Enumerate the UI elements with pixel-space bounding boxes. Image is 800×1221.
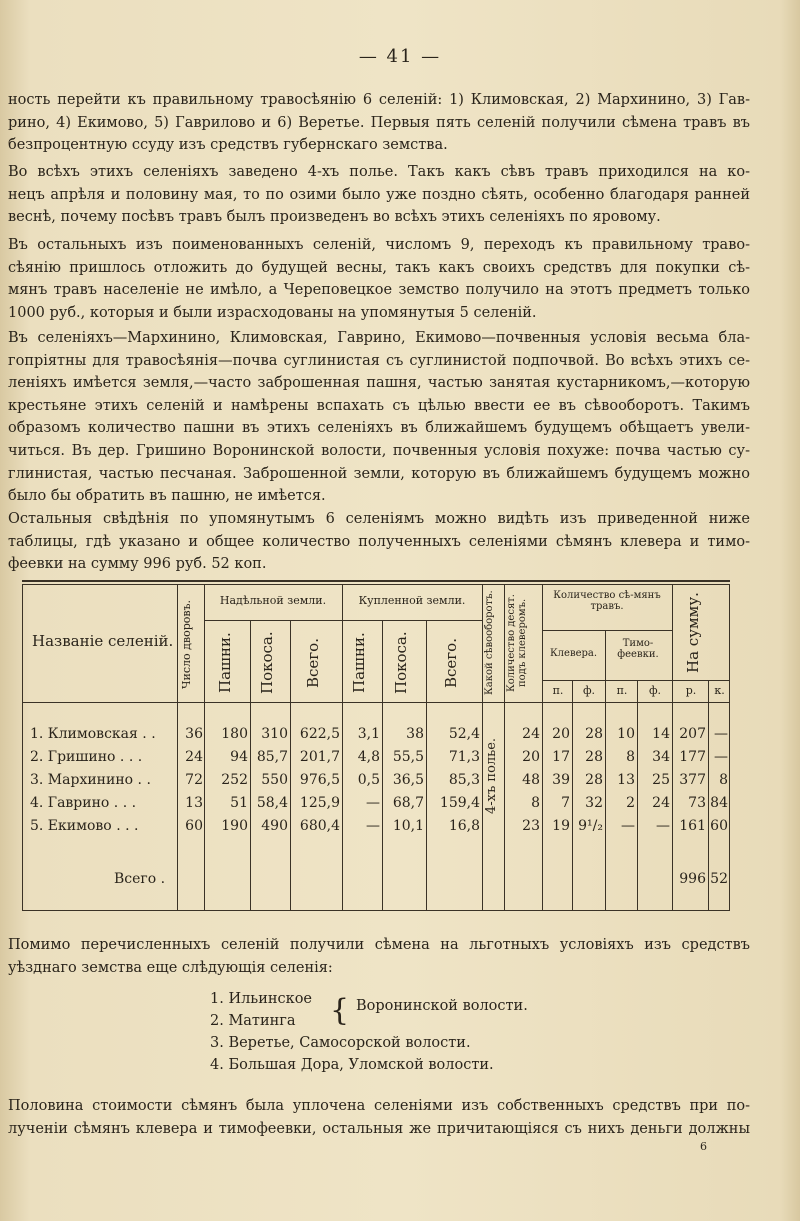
table-cell-tf: 14 — [652, 726, 670, 742]
paragraph-5 — [8, 508, 750, 576]
seed-table — [22, 580, 730, 910]
list-item: 1. Ильинское — [210, 991, 313, 1007]
text-line: глинистая, частью песчаная. Заброшенной земли, которую въ ближайшемъ будущемъ можно — [8, 465, 750, 482]
text-line: лученіи сѣмянъ клевера и тимофеевки, остальныя же причитающіяся съ нихъ деньги должны — [8, 1120, 750, 1137]
signature-mark: 6 — [700, 1140, 707, 1153]
paragraph-2 — [8, 161, 750, 229]
text-line: крестьяне этихъ селеній и намѣрены вспахать съ цѣлью ввести ее въ сѣвооборотъ. Такимъ — [8, 397, 750, 414]
col-header-clover: Клевера. — [549, 648, 598, 659]
table-cell-npk: 550 — [261, 772, 288, 788]
table-cell-dv: 24 — [185, 749, 203, 765]
col-header-kopecks: к. — [714, 684, 725, 697]
paragraph-6 — [8, 934, 750, 979]
table-cell-tp: 2 — [626, 795, 635, 811]
table-cell-nv: 680,4 — [299, 818, 340, 834]
paragraph-4 — [8, 327, 750, 508]
row-name: 2. Гришино . . . — [30, 749, 143, 765]
table-cell-npk: 58,4 — [256, 795, 288, 811]
table-cell-tf: 25 — [652, 772, 670, 788]
table-cell-des: 24 — [522, 726, 540, 742]
table-cell-kpk: 38 — [406, 726, 424, 742]
table-cell-r: 377 — [679, 772, 706, 788]
table-cell-des: 20 — [522, 749, 540, 765]
col-header-meadow-2: Покоса. — [392, 631, 410, 695]
table-cell-k: — — [714, 726, 728, 742]
table-cell-np: 94 — [230, 749, 248, 765]
table-cell-klp: 7 — [561, 795, 570, 811]
table-cell-klf: 28 — [585, 772, 603, 788]
col-header-funt-1: ф. — [582, 684, 596, 697]
total-label: Всего . — [114, 871, 166, 887]
table-cell-kp: 0,5 — [357, 772, 380, 788]
col-header-allotted-land: Надѣльной земли. — [219, 594, 327, 607]
table-cell-klf: 9¹/₂ — [578, 818, 603, 834]
col-header-purchased-land: Купленной земли. — [358, 594, 466, 607]
table-cell-r: 177 — [679, 749, 706, 765]
text-line: уѣзднаго земства еще слѣдующія селенія: — [8, 959, 333, 976]
table-cell-nv: 125,9 — [299, 795, 340, 811]
table-cell-nv: 976,5 — [299, 772, 340, 788]
table-cell-klf: 28 — [585, 749, 603, 765]
table-cell-nv: 622,5 — [299, 726, 340, 742]
col-header-timothy: Тимо-феевки. — [617, 638, 659, 660]
table-cell-kp: 3,1 — [357, 726, 380, 742]
table-cell-kpk: 68,7 — [392, 795, 424, 811]
table-cell-dv: 72 — [185, 772, 203, 788]
text-line: Въ остальныхъ изъ поименованныхъ селеній, числомъ 9, переходъ къ правильному траво- — [8, 237, 750, 253]
table-cell-tf: 24 — [652, 795, 670, 811]
table-cell-np: 51 — [230, 795, 248, 811]
col-header-pud-2: п. — [616, 684, 628, 697]
table-cell-nv: 201,7 — [299, 749, 340, 765]
table-cell-r: 73 — [688, 795, 706, 811]
table-cell-r: 207 — [679, 726, 706, 742]
table-cell-k: 84 — [710, 795, 728, 811]
table-cell-kpk: 55,5 — [392, 749, 424, 765]
text-line: Во всѣхъ этихъ селеніяхъ заведено 4-хъ полье. Такъ какъ сѣвъ травъ приходился на ко- — [8, 164, 750, 180]
col-header-clover-acres: Количество десят. подъ клеверомъ. — [506, 594, 528, 692]
table-cell-tf: — — [656, 818, 670, 834]
table-cell-dv: 36 — [185, 726, 203, 742]
paragraph-7 — [8, 1095, 750, 1140]
table-cell-kp: — — [366, 795, 380, 811]
text-line: Остальныя свѣдѣнія по упомянутымъ 6 селеніямъ можно видѣть изъ приведенной ниже — [8, 511, 750, 527]
table-cell-npk: 85,7 — [256, 749, 288, 765]
text-line: гопріятны для травосѣянія—почва суглинистая съ суглинистой подпочвой. Во всѣхъ этихъ се- — [8, 352, 750, 369]
table-cell-klf: 28 — [585, 726, 603, 742]
paragraph-1 — [8, 89, 750, 157]
table-cell-k: 8 — [719, 772, 728, 788]
col-header-rubles: р. — [685, 684, 697, 697]
col-header-rotation: Какой сѣвооборотъ. — [484, 590, 495, 696]
col-header-households: Число дворовъ. — [180, 599, 193, 689]
total-kopecks: 52 — [710, 871, 728, 887]
text-line: веснѣ, почему посѣвъ травъ былъ произведенъ во всѣхъ этихъ селеніяхъ по яровому. — [8, 209, 661, 226]
table-cell-k: — — [714, 749, 728, 765]
row-name: 3. Мархинино . . — [30, 772, 151, 788]
table-cell-tf: 34 — [652, 749, 670, 765]
col-header-arable-1: Пашни. — [216, 632, 234, 694]
row-name: 1. Климовская . . — [30, 726, 156, 742]
table-cell-des: 23 — [522, 818, 540, 834]
row-name: 4. Гаврино . . . — [30, 795, 137, 811]
list-item: 4. Большая Дора, Уломской волости. — [210, 1057, 494, 1073]
table-cell-kpk: 36,5 — [392, 772, 424, 788]
text-line: рино, 4) Екимово, 5) Гаврилово и 6) Веретье. Первыя пять селеній получили сѣмена травъ въ — [8, 114, 750, 131]
table-cell-npk: 310 — [261, 726, 288, 742]
table-cell-kpk: 10,1 — [392, 818, 424, 834]
table-cell-kv: 71,3 — [448, 749, 480, 765]
table-cell-klp: 39 — [552, 772, 570, 788]
total-rubles: 996 — [679, 871, 706, 887]
table-cell-np: 252 — [221, 772, 248, 788]
text-line: леніяхъ имѣется земля,—часто заброшенная пашня, частью занятая кустарникомъ,—которую — [8, 375, 750, 392]
table-cell-k: 60 — [710, 818, 728, 834]
table-cell-tp: 13 — [617, 772, 635, 788]
table-cell-klf: 32 — [585, 795, 603, 811]
text-line: феевки на сумму 996 руб. 52 коп. — [8, 556, 267, 573]
text-line: сѣянію пришлось отложить до будущей весны, такъ какъ своихъ средствъ для покупки сѣ- — [8, 259, 750, 276]
text-line: читься. Въ дер. Гришино Воронинской волости, почвенныя условія похуже: почва частью су- — [8, 442, 750, 459]
text-line: было бы обратить въ пашню, не имѣется. — [8, 488, 326, 505]
table-cell-dv: 60 — [185, 818, 203, 834]
table-cell-np: 190 — [221, 818, 248, 834]
table-cell-klp: 17 — [552, 749, 570, 765]
col-header-name: Названіе селеній. — [32, 632, 174, 650]
text-line: 1000 руб., которыя и были израсходованы на упомянутыя 5 селеній. — [8, 304, 537, 321]
table-cell-tp: 8 — [626, 749, 635, 765]
text-line: таблицы, гдѣ указано и общее количество полученныхъ селеніями сѣмянъ клевера и тимо- — [8, 533, 750, 550]
table-cell-npk: 490 — [261, 818, 288, 834]
table-cell-dv: 13 — [185, 795, 203, 811]
table-cell-kv: 85,3 — [448, 772, 480, 788]
col-header-arable-2: Пашни. — [350, 632, 368, 694]
text-line: безпроцентную ссуду изъ средствъ губернскаго земства. — [8, 137, 448, 154]
brace-glyph: { — [330, 993, 350, 1028]
col-header-total-1: Всего. — [304, 638, 322, 688]
col-header-total-2: Всего. — [442, 638, 460, 688]
list-item: 3. Веретье, Самосорской волости. — [210, 1035, 471, 1051]
table-cell-tp: 10 — [617, 726, 635, 742]
rotation-value: 4-хъ полье. — [484, 737, 499, 815]
row-name: 5. Екимово . . . — [30, 818, 139, 834]
table-cell-kv: 16,8 — [448, 818, 480, 834]
table-cell-kv: 159,4 — [439, 795, 480, 811]
table-cell-kv: 52,4 — [448, 726, 480, 742]
col-header-sum: На сумму. — [684, 592, 702, 674]
text-line: мянъ травъ населеніе не имѣло, а Череповецкое земство получило на этотъ предметъ только — [8, 282, 750, 299]
table-cell-klp: 20 — [552, 726, 570, 742]
text-line: Половина стоимости сѣмянъ была уплочена селеніями изъ собственныхъ средствъ при по- — [8, 1098, 750, 1114]
col-header-funt-2: ф. — [648, 684, 662, 697]
table-cell-kp: — — [366, 818, 380, 834]
col-header-pud-1: п. — [552, 684, 564, 697]
col-header-seed-quantity: Количество сѣ-мянъ травъ. — [553, 590, 661, 612]
table-cell-np: 180 — [221, 726, 248, 742]
table-cell-r: 161 — [679, 818, 706, 834]
text-line: Помимо перечисленныхъ селеній получили сѣмена на льготныхъ условіяхъ изъ средствъ — [8, 937, 750, 953]
list-item: 2. Матинга — [210, 1013, 296, 1029]
text-line: Въ селеніяхъ—Мархинино, Климовская, Гаврино, Екимово—почвенныя условія весьма бла- — [8, 330, 750, 346]
col-header-meadow-1: Покоса. — [258, 631, 276, 695]
text-line: образомъ количество пашни въ этихъ селеніяхъ въ ближайшемъ будущемъ обѣщаетъ увели- — [8, 420, 750, 437]
table-cell-tp: — — [621, 818, 635, 834]
table-cell-klp: 19 — [552, 818, 570, 834]
table-cell-kp: 4,8 — [357, 749, 380, 765]
table-cell-des: 8 — [531, 795, 540, 811]
text-line: ность перейти къ правильному травосѣянію 6 селеній: 1) Климовская, 2) Мархинино, 3) Гав- — [8, 92, 750, 108]
page-number: — 41 — — [358, 46, 442, 67]
paragraph-3 — [8, 234, 750, 324]
table-cell-des: 48 — [522, 772, 540, 788]
text-line: нецъ апрѣля и половину мая, то по озими было уже поздно сѣять, особенно благодаря ранней — [8, 186, 750, 203]
volost-label: Воронинской волости. — [356, 998, 528, 1014]
